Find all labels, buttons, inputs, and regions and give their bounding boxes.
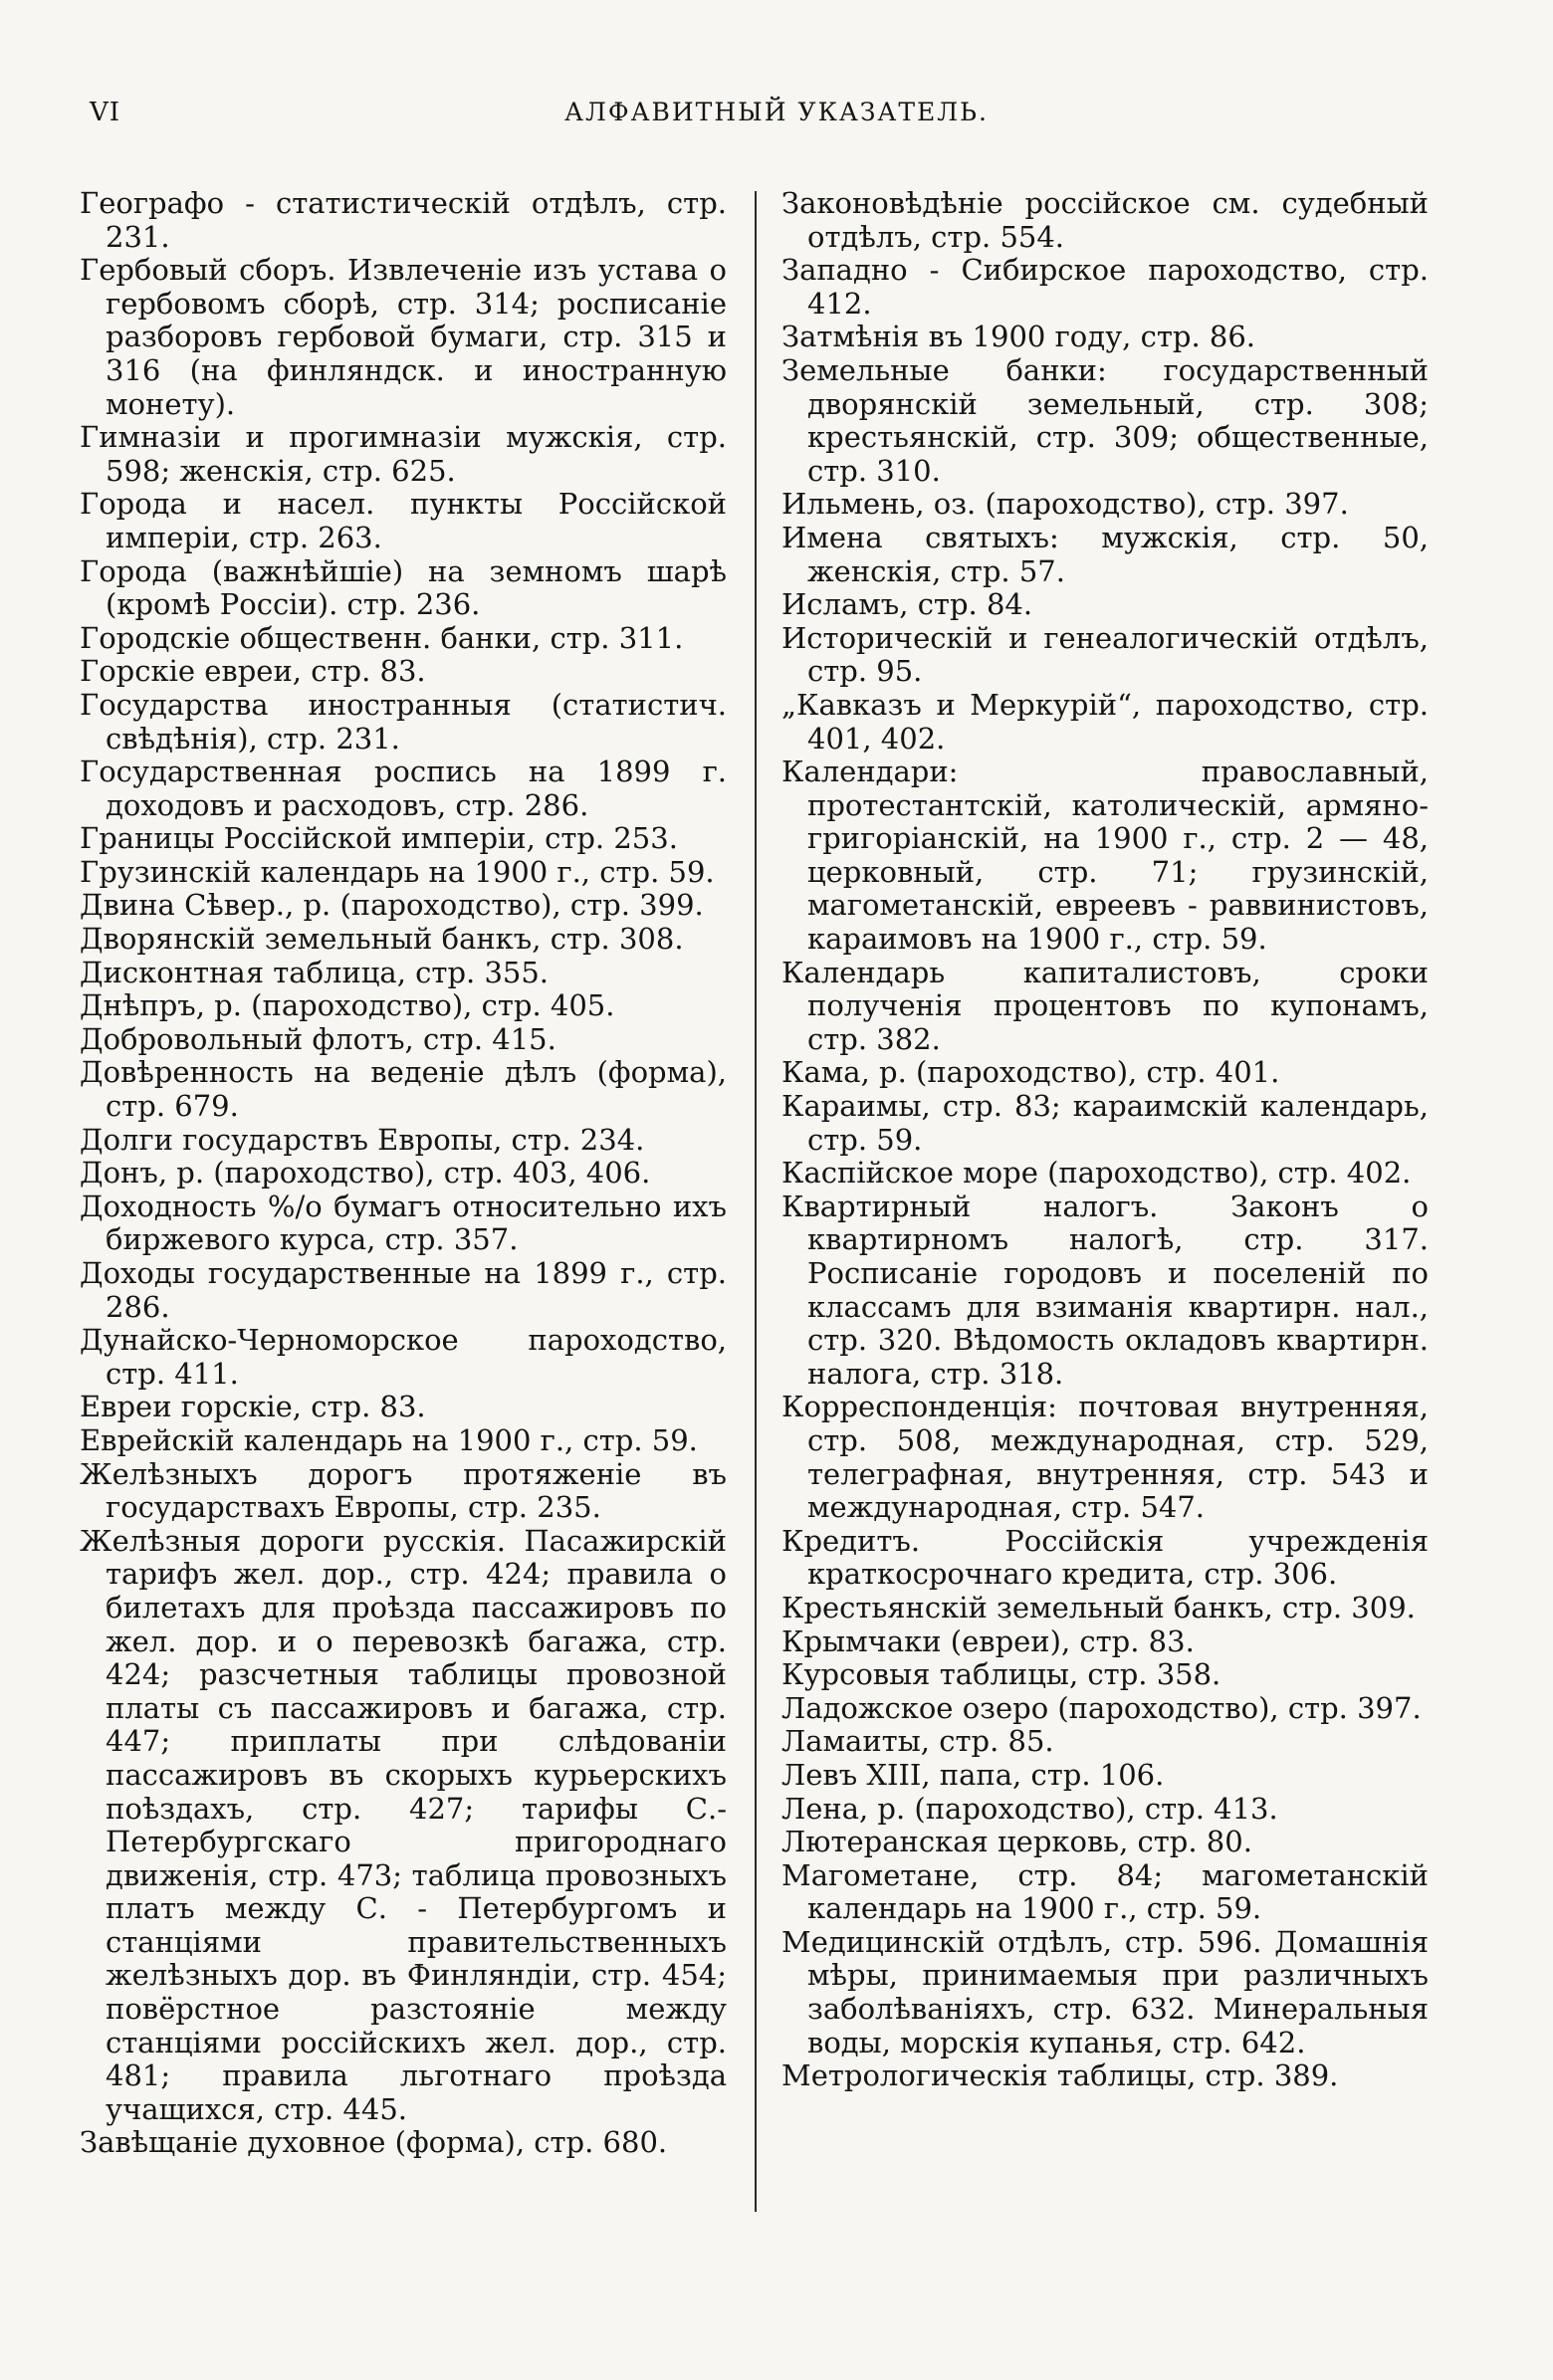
index-column-left (80, 187, 727, 2160)
index-entry: Государства иностранныя (статистич. свѣдѣнія), стр. 231. (80, 687, 727, 756)
index-entry: Караимы, стр. 83; караимскій календарь, стр. 59. (781, 1089, 1429, 1157)
index-entry: Ламаиты, стр. 85. (781, 1724, 1054, 1759)
index-entry: Лютеранская церковь, стр. 80. (781, 1825, 1252, 1859)
index-entry: Магометане, стр. 84; магометанскій календарь на 1900 г., стр. 59. (781, 1857, 1429, 1926)
index-entry: Добровольный флотъ, стр. 415. (80, 1021, 556, 1056)
index-entry: Каспійское море (пароходство), стр. 402. (781, 1156, 1412, 1190)
index-entry: „Кавказъ и Меркурій“, пароходство, стр. 401, 402. (781, 687, 1429, 756)
index-entry: Границы Россійской имперіи, стр. 253. (80, 821, 678, 856)
index-entry: Долги государствъ Европы, стр. 234. (80, 1122, 645, 1157)
index-entry: Дисконтная таблица, стр. 355. (80, 955, 550, 989)
index-entry: Ладожское озеро (пароходство), стр. 397. (781, 1690, 1422, 1725)
index-entry: Левъ XIII, папа, стр. 106. (781, 1757, 1165, 1792)
index-entry: Имена святыхъ: мужскія, стр. 50, женскія, стр. 57. (781, 520, 1429, 588)
column-divider (755, 191, 757, 2212)
index-entry: Ильмень, оз. (пароходство), стр. 397. (781, 487, 1349, 522)
index-entry: Крымчаки (евреи), стр. 83. (781, 1623, 1195, 1658)
page-title: АЛФАВИТНЫЙ УКАЗАТЕЛЬ. (564, 98, 989, 126)
index-entry: Географо - статистическій отдѣлъ, стр. 231. (80, 186, 727, 254)
index-entry: Донъ, р. (пароходство), стр. 403, 406. (80, 1156, 651, 1190)
index-entry: Историческій и генеалогическій отдѣлъ, стр. 95. (781, 620, 1429, 689)
index-entry: Еврейскій календарь на 1900 г., стр. 59. (80, 1422, 698, 1457)
index-entry: Двина Сѣвер., р. (пароходство), стр. 399. (80, 888, 704, 923)
index-entry: Метрологическія таблицы, стр. 389. (781, 2058, 1339, 2093)
index-entry: Медицинскій отдѣлъ, стр. 596. Домашнія мѣры, принимаемыя при различныхъ заболѣваніяхъ, стр. 632. Минеральныя воды, морскія купанья, стр. 642. (781, 1924, 1429, 2059)
index-entry: Грузинскій календарь на 1900 г., стр. 59. (80, 854, 715, 889)
index-entry: Кредитъ. Россійскія учрежденія краткосрочнаго кредита, стр. 306. (781, 1523, 1429, 1592)
index-entry: Города (важнѣйшіе) на земномъ шарѣ (кромѣ Россіи). стр. 236. (80, 553, 727, 622)
index-entry: Горскіе евреи, стр. 83. (80, 654, 426, 689)
index-entry: Гимназіи и прогимназіи мужскія, стр. 598; женскія, стр. 625. (80, 420, 727, 488)
index-entry: Города и насел. пункты Россійской имперіи, стр. 263. (80, 487, 727, 554)
page-number: VI (90, 98, 121, 127)
index-entry: Корреспонденція: почтовая внутренняя, стр. 508, международная, стр. 529, телеграфная, внутренняя, стр. 543 и международная, стр. 547. (781, 1390, 1429, 1525)
index-entry: Дунайско-Черноморское пароходство, стр. 411. (80, 1323, 727, 1391)
index-entry: Дворянскій земельный банкъ, стр. 308. (80, 922, 684, 957)
index-entry: Календарь капиталистовъ, сроки полученія процентовъ по купонамъ, стр. 382. (781, 955, 1429, 1056)
index-entry: Доходность %/о бумагъ относительно ихъ биржевого курса, стр. 357. (80, 1189, 727, 1257)
index-entry: Крестьянскій земельный банкъ, стр. 309. (781, 1590, 1416, 1624)
index-entry: Довѣренность на веденіе дѣлъ (форма), стр. 679. (80, 1055, 727, 1124)
index-entry: Квартирный налогъ. Законъ о квартирномъ налогѣ, стр. 317. Росписаніе городовъ и поселеній по классамъ для взиманія квартирн. нал., стр. 320. Вѣдомость окладовъ квартирн. налога, стр. 318. (781, 1189, 1429, 1391)
index-entry: Желѣзныхъ дорогъ протяженіе въ государствахъ Европы, стр. 235. (80, 1456, 727, 1525)
index-entry: Гербовый сборъ. Извлеченіе изъ устава о гербовомъ сборѣ, стр. 314; росписаніе разборовъ гербовой бумаги, стр. 315 и 316 (на финляндск. и иностранную монету). (80, 253, 727, 421)
index-entry: Городскіе общественн. банки, стр. 311. (80, 620, 684, 655)
index-entry: Евреи горскіе, стр. 83. (80, 1390, 426, 1424)
index-entry: Затмѣнія въ 1900 году, стр. 86. (781, 320, 1255, 354)
index-entry: Доходы государственные на 1899 г., стр. 286. (80, 1256, 727, 1324)
index-entry: Исламъ, стр. 84. (781, 587, 1033, 622)
index-entry: Государственная роспись на 1899 г. доходовъ и расходовъ, стр. 286. (80, 755, 727, 822)
index-entry: Западно - Сибирское пароходство, стр. 412. (781, 253, 1429, 321)
index-entry: Земельные банки: государственный дворянскій земельный, стр. 308; крестьянскій, стр. 309; общественные, стр. 310. (781, 352, 1429, 488)
index-column-right (781, 187, 1429, 2093)
index-entry: Законовѣдѣніе россійское см. судебный отдѣлъ, стр. 554. (781, 186, 1429, 254)
index-entry: Желѣзныя дороги русскія. Пасажирскій тарифъ жел. дор., стр. 424; правила о билетахъ для проѣзда пассажировъ по жел. дор. и о перевозкѣ багажа, стр. 424; разсчетныя таблицы провозной платы съ пассажировъ и багажа, стр. 447; приплаты при слѣдованіи пассажировъ въ скорыхъ курьерскихъ поѣздахъ, стр. 427; тарифы С.-Петербургскаго пригороднаго движенія, стр. 473; таблица провозныхъ платъ между С. - Петербургомъ и станціями правительственныхъ желѣзныхъ дор. въ Финляндіи, стр. 454; повёрстное разстояніе между станціями россійскихъ жел. дор., стр. 481; правила льготнаго проѣзда учащихся, стр. 445. (80, 1523, 727, 2126)
index-entry: Календари: православный, протестантскій, католическій, армяно-григоріанскій, на 1900 г., стр. 2 — 48, церковный, стр. 71; грузинскій, магометанскій, евреевъ - раввинистовъ, караимовъ на 1900 г., стр. 59. (781, 755, 1429, 957)
index-entry: Курсовыя таблицы, стр. 358. (781, 1657, 1221, 1692)
index-entry: Завѣщаніе духовное (форма), стр. 680. (80, 2125, 668, 2160)
index-entry: Днѣпръ, р. (пароходство), стр. 405. (80, 988, 615, 1023)
index-entry: Кама, р. (пароходство), стр. 401. (781, 1055, 1280, 1090)
index-entry: Лена, р. (пароходство), стр. 413. (781, 1791, 1278, 1826)
